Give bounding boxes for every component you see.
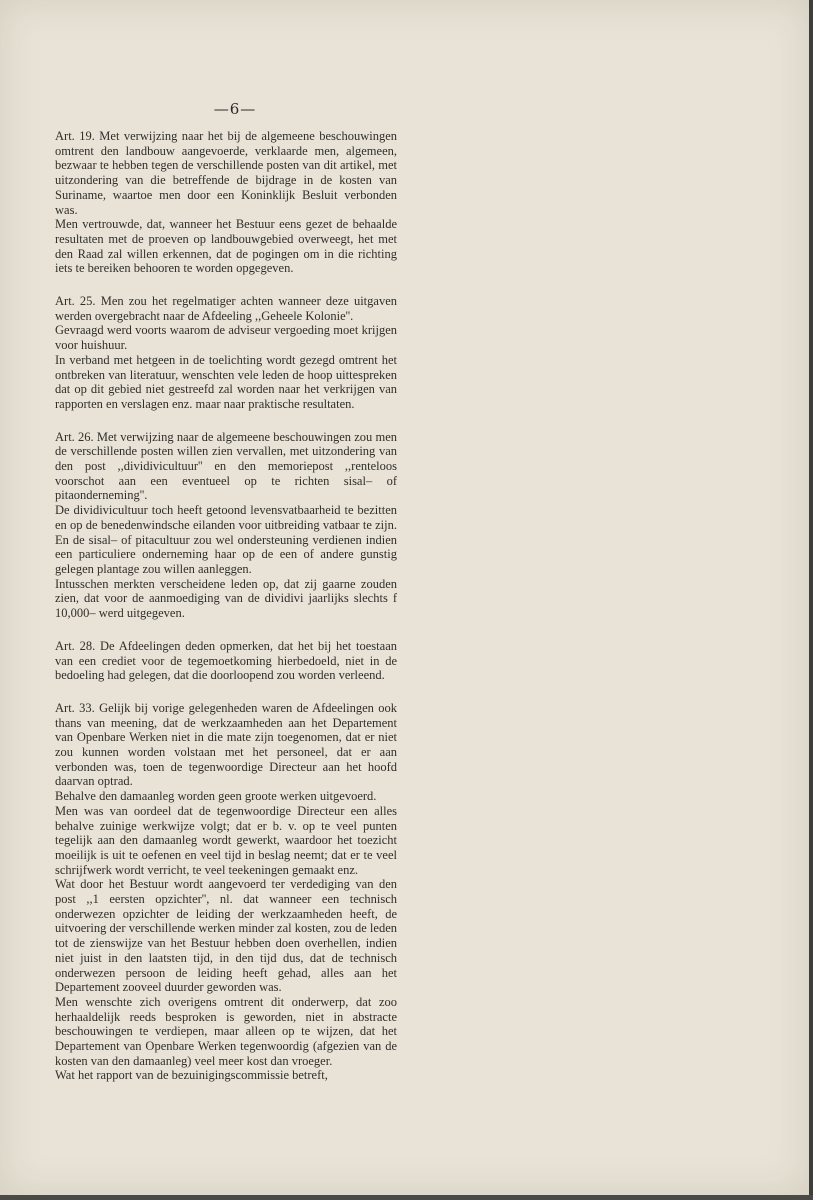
paragraph: Art. 33. Gelijk bij vorige gelegenheden waren de Afdeelingen ook thans van meening, dat de werkzaamheden aan het Departement van Openbare Werken niet in die mate zijn toegenomen, dat er niet zou kunnen worden volstaan met het personeel, dat er aan verbonden was, toen de tegenwoordige Directeur aan het hoofd daarvan optrad. xyxy=(55,700,397,789)
scan-edge-bottom xyxy=(0,1195,813,1200)
article-25 xyxy=(55,294,397,412)
paragraph: De dividivicultuur toch heeft getoond levensvatbaarheid te bezitten en op de benedenwindsche eilanden voor uitbreiding vatbaar te zijn. En de sisal– of pitacultuur zou wel ondersteuning verdienen indien een particuliere onderneming haar op de een of andere gunstig gelegen plantage zou willen aanleggen. xyxy=(55,503,397,576)
scan-edge-right xyxy=(809,0,813,1200)
article-26 xyxy=(55,430,397,621)
paragraph: Wat door het Bestuur wordt aangevoerd ter verdediging van den post ,,1 eersten opzichter'', nl. dat wanneer een technisch onderwezen opzichter de leiding der werkzaamheden heeft, de uitvoering der verschillende werken minder zal kosten, zou de leden tot de zienswijze van het Bestuur hebben doen overhellen, indien niet juist in den laatsten tijd, in den tijd dus, dat de technisch onderwezen persoon de leiding heeft gehad, alles aan het Departement zooveel duurder geworden was. xyxy=(55,877,397,995)
page-number: —6— xyxy=(213,100,257,118)
paragraph: Art. 25. Men zou het regelmatiger achten wanneer deze uitgaven werden overgebracht naar de Afdeeling ,,Geheele Kolonie''. xyxy=(55,294,397,323)
paragraph: Behalve den damaanleg worden geen groote werken uitgevoerd. xyxy=(55,789,377,804)
paragraph: Intusschen merkten verscheidene leden op, dat zij gaarne zouden zien, dat voor de aanmoediging van de dividivi jaarlijks slechts f 10,000– werd uitgegeven. xyxy=(55,576,397,621)
paragraph: Art. 28. De Afdeelingen deden opmerken, dat het bij het toestaan van een crediet voor de tegemoetkoming hierbedoeld, niet in de bedoeling had gelegen, dat die doorloopend zou worden verleend. xyxy=(55,638,397,683)
paragraph: Art. 19. Met verwijzing naar het bij de algemeene beschouwingen omtrent den landbouw aangevoerde, verklaarde men, algemeen, bezwaar te hebben tegen de verschillende posten van dit artikel, met uitzondering van die betreffende de bijdrage in de kosten van Suriname, waartoe men door een Koninklijk Besluit verbonden was. xyxy=(55,129,397,217)
paragraph: In verband met hetgeen in de toelichting wordt gezegd omtrent het ontbreken van literatuur, wenschten vele leden de hoop uittespreken dat op dit gebied niet gestreefd zal worden naar het verkrijgen van rapporten en verslagen enz. maar naar praktische resultaten. xyxy=(55,352,397,411)
article-33 xyxy=(55,701,397,1083)
text-column xyxy=(55,129,397,1083)
paragraph: Men wenschte zich overigens omtrent dit onderwerp, dat zoo herhaaldelijk reeds besproken is geworden, niet in abstracte beschouwingen te verdiepen, maar alleen op te wijzen, dat het Departement van Openbare Werken tegenwoordig (afgezien van de kosten van den damaanleg) veel meer kost dan vroeger. xyxy=(55,994,397,1068)
paragraph: Men vertrouwde, dat, wanneer het Bestuur eens gezet de behaalde resultaten met de proeven op landbouwgebied overweegt, het met den Raad zal willen erkennen, dat de pogingen om in die richting iets te bereiken behooren te worden opgegeven. xyxy=(55,217,397,276)
paragraph: Gevraagd werd voorts waarom de adviseur vergoeding moet krijgen voor huishuur. xyxy=(55,323,397,353)
paragraph: Men was van oordeel dat de tegenwoordige Directeur een alles behalve zuinige werkwijze volgt; dat er b. v. op te veel punten tegelijk aan den damaanleg wordt gewerkt, waardoor het toezicht moeilijk is uit te oefenen en veel tijd in beslag neemt; dat er te veel schrijfwerk wordt verricht, te veel teekeningen gemaakt enz. xyxy=(55,803,397,877)
paragraph: Art. 26. Met verwijzing naar de algemeene beschouwingen zou men de verschillende posten willen zien vervallen, met uitzondering van den post ,,dividivicultuur'' en den memoriepost ,,renteloos voorschot aan een eventueel op te richten sisal– of pitaonderneming''. xyxy=(55,429,397,503)
paragraph: Wat het rapport van de bezuinigingscommissie betreft, xyxy=(55,1068,328,1083)
article-19 xyxy=(55,129,397,276)
article-28 xyxy=(55,639,397,683)
